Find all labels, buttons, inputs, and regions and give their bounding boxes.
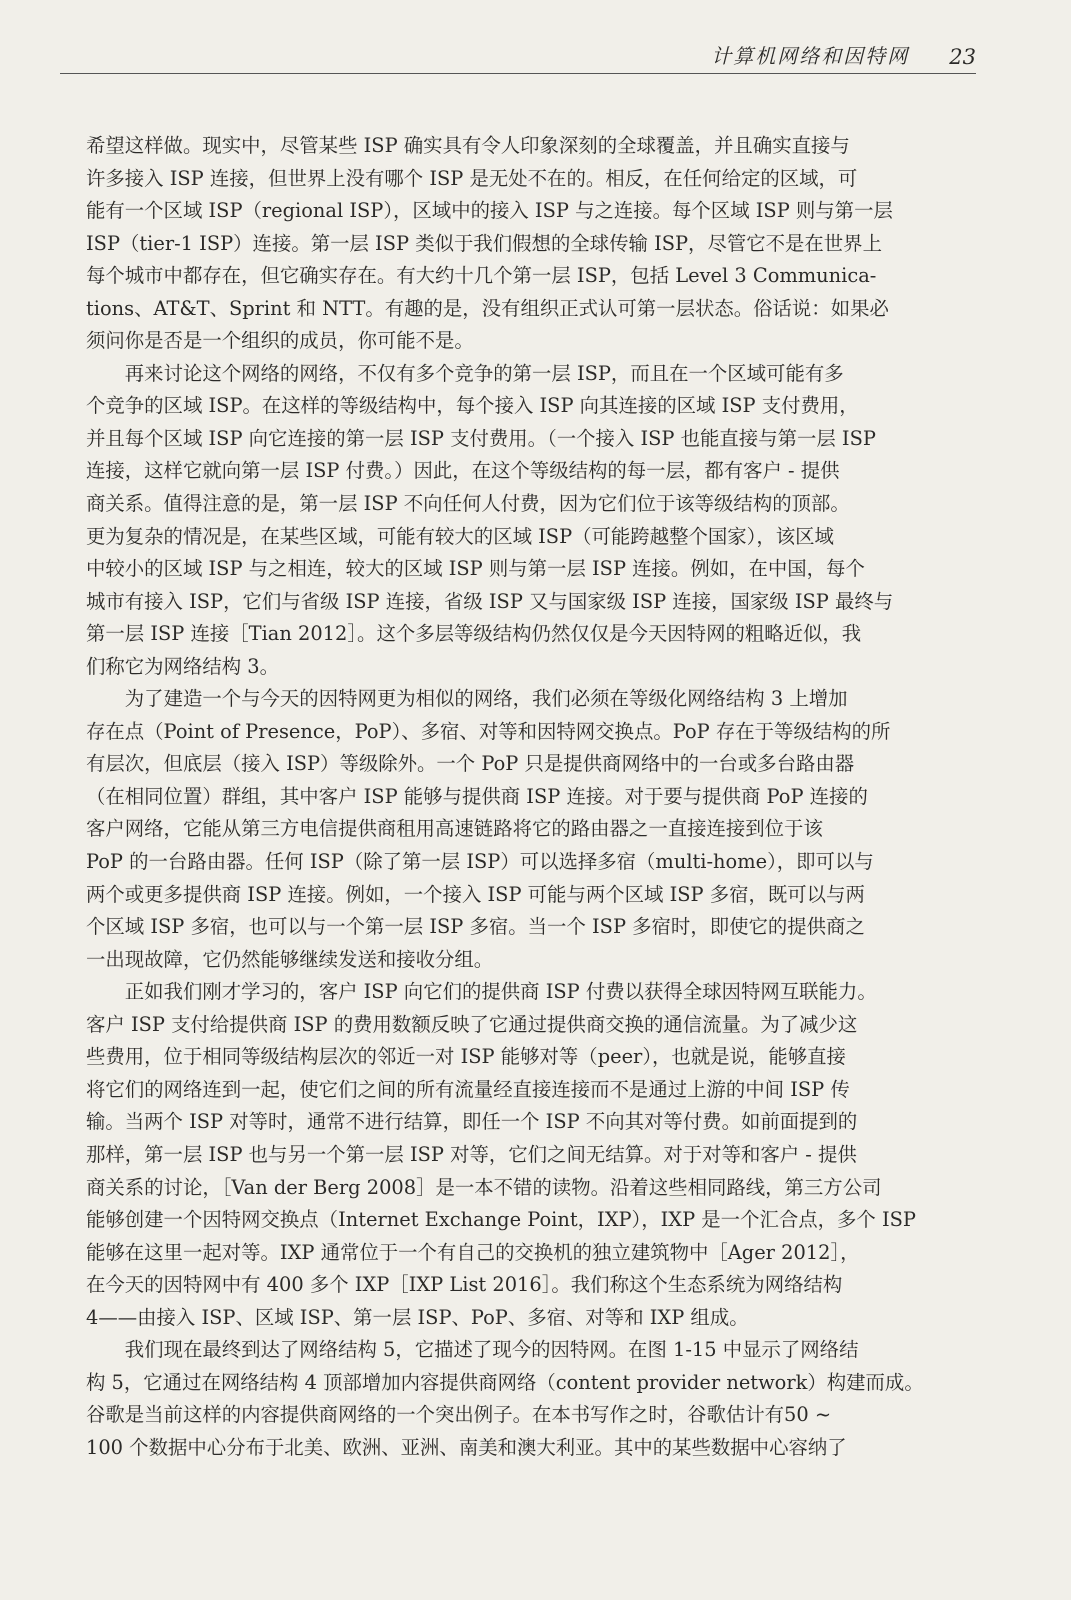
text-line: 个竞争的区域 ISP。在这样的等级结构中，每个接入 ISP 向其连接的区域 ISP 支付费用， (86, 394, 859, 418)
text-line: tions、AT&T、Sprint 和 NTT。有趣的是，没有组织正式认可第一层状态。俗话说：如果必 (86, 296, 889, 320)
paragraph (86, 683, 981, 976)
text-line: 个区域 ISP 多宿，也可以与一个第一层 ISP 多宿。当一个 ISP 多宿时，即使它的提供商之 (86, 915, 865, 939)
text-line: 那样，第一层 ISP 也与另一个第一层 ISP 对等，它们之间无结算。对于对等和客户 - 提供 (86, 1142, 857, 1166)
text-line: 许多接入 ISP 连接，但世界上没有哪个 ISP 是无处不在的。相反，在任何给定的区域，可 (86, 166, 858, 190)
text-line: 希望这样做。现实中，尽管某些 ISP 确实具有令人印象深刻的全球覆盖，并且确实直接与 (86, 134, 850, 157)
text-line: 客户 ISP 支付给提供商 ISP 的费用数额反映了它通过提供商交换的通信流量。为了减少这 (86, 1012, 858, 1036)
text-line: 4——由接入 ISP、区域 ISP、第一层 ISP、PoP、多宿、对等和 IXP 组成。 (86, 1305, 749, 1329)
text-line: 第一层 ISP 连接［Tian 2012］。这个多层等级结构仍然仅仅是今天因特网的粗略近似，我 (86, 622, 862, 646)
text-line: 须问你是否是一个组织的成员，你可能不是。 (86, 329, 474, 353)
text-line: 更为复杂的情况是，在某些区域，可能有较大的区域 ISP（可能跨越整个国家），该区域 (86, 524, 834, 548)
text-line: PoP 的一台路由器。任何 ISP（除了第一层 ISP）可以选择多宿（multi-home），即可以与 (86, 850, 874, 874)
text-line: 100 个数据中心分布于北美、欧洲、亚洲、南美和澳大利亚。其中的某些数据中心容纳了 (86, 1435, 847, 1459)
text-line: 一出现故障，它仍然能够继续发送和接收分组。 (86, 947, 494, 971)
text-line: 构 5，它通过在网络结构 4 顶部增加内容提供商网络（content provider network）构建而成。 (86, 1370, 924, 1394)
body-text (86, 130, 981, 1464)
page-header (60, 40, 976, 74)
paragraph (86, 358, 981, 683)
text-line: 正如我们刚才学习的，客户 ISP 向它们的提供商 ISP 付费以获得全球因特网互联能力。 (124, 980, 877, 1004)
text-line: 能有一个区域 ISP（regional ISP），区域中的接入 ISP 与之连接。每个区域 ISP 则与第一层 (86, 199, 893, 223)
text-line: 连接，这样它就向第一层 ISP 付费。）因此，在这个等级结构的每一层，都有客户 - 提供 (86, 459, 840, 483)
paragraph (86, 130, 981, 358)
paragraph (86, 1334, 981, 1464)
text-line: 客户网络，它能从第三方电信提供商租用高速链路将它的路由器之一直接连接到位于该 (86, 817, 823, 841)
text-line: 为了建造一个与今天的因特网更为相似的网络，我们必须在等级化网络结构 3 上增加 (124, 687, 848, 711)
text-line: 能够在这里一起对等。IXP 通常位于一个有自己的交换机的独立建筑物中［Ager 2012］， (86, 1240, 860, 1264)
text-line: （在相同位置）群组，其中客户 ISP 能够与提供商 ISP 连接。对于要与提供商 PoP 连接的 (86, 784, 868, 808)
text-line: 再来讨论这个网络的网络，不仅有多个竞争的第一层 ISP，而且在一个区域可能有多 (124, 361, 844, 385)
text-line: 我们现在最终到达了网络结构 5，它描述了现今的因特网。在图 1-15 中显示了网络结 (124, 1338, 859, 1362)
paragraph (86, 976, 981, 1334)
text-line: 商关系。值得注意的是，第一层 ISP 不向任何人付费，因为它们位于该等级结构的顶部。 (86, 492, 850, 516)
page-number: 23 (949, 45, 976, 69)
text-line: 两个或更多提供商 ISP 连接。例如，一个接入 ISP 可能与两个区域 ISP 多宿，既可以与两 (86, 882, 865, 906)
text-line: 些费用，位于相同等级结构层次的邻近一对 ISP 能够对等（peer），也就是说，能够直接 (86, 1045, 846, 1069)
text-line: 每个城市中都存在，但它确实存在。有大约十几个第一层 ISP，包括 Level 3 Communica- (86, 264, 877, 288)
text-line: 商关系的讨论，［Van der Berg 2008］是一本不错的读物。沿着这些相同路线，第三方公司 (86, 1175, 882, 1199)
text-line: 能够创建一个因特网交换点（Internet Exchange Point，IXP），IXP 是一个汇合点，多个 ISP (86, 1208, 916, 1232)
text-line: 中较小的区域 ISP 与之相连，较大的区域 ISP 则与第一层 ISP 连接。例如，在中国，每个 (86, 557, 865, 581)
text-line: 谷歌是当前这样的内容提供商网络的一个突出例子。在本书写作之时，谷歌估计有50 ~ (86, 1403, 832, 1427)
text-line: 将它们的网络连到一起，使它们之间的所有流量经直接连接而不是通过上游的中间 ISP 传 (86, 1077, 850, 1101)
text-line: 并且每个区域 ISP 向它连接的第一层 ISP 支付费用。（一个接入 ISP 也能直接与第一层 ISP (86, 426, 876, 450)
text-line: 城市有接入 ISP，它们与省级 ISP 连接，省级 ISP 又与国家级 ISP 连接，国家级 ISP 最终与 (86, 589, 894, 613)
running-title: 计算机网络和因特网 (711, 44, 910, 68)
text-line: 存在点（Point of Presence，PoP）、多宿、对等和因特网交换点。PoP 存在于等级结构的所 (86, 719, 891, 743)
text-line: ISP（tier-1 ISP）连接。第一层 ISP 类似于我们假想的全球传输 ISP，尽管它不是在世界上 (86, 231, 882, 255)
text-line: 们称它为网络结构 3。 (86, 654, 280, 678)
text-line: 有层次，但底层（接入 ISP）等级除外。一个 PoP 只是提供商网络中的一台或多台路由器 (86, 752, 855, 776)
text-line: 在今天的因特网中有 400 多个 IXP［IXP List 2016］。我们称这个生态系统为网络结构 (86, 1273, 843, 1297)
text-line: 输。当两个 ISP 对等时，通常不进行结算，即任一个 ISP 不向其对等付费。如前面提到的 (86, 1110, 858, 1134)
